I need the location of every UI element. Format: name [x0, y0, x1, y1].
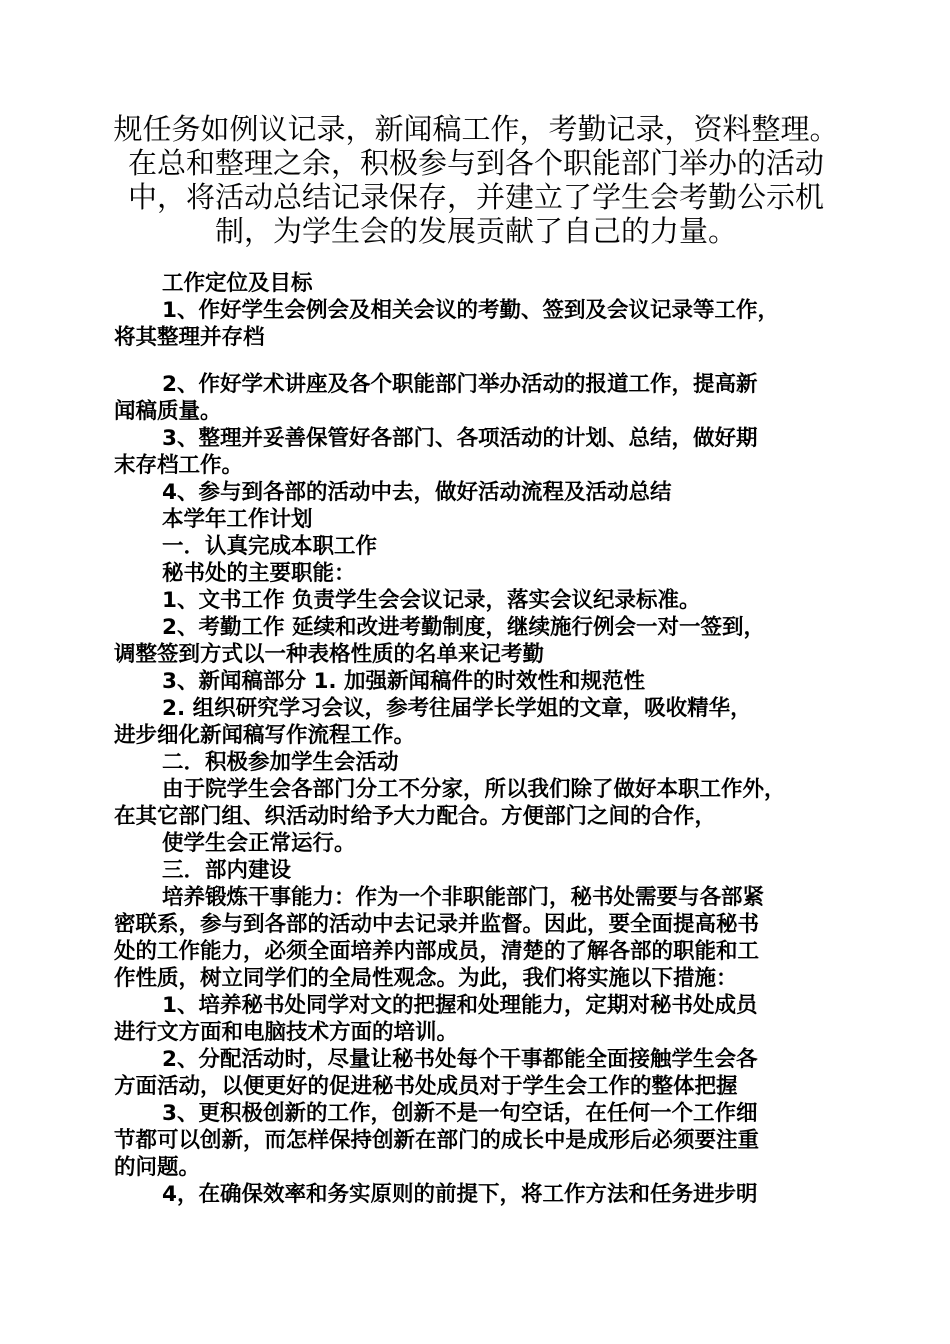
- text-line: 1、培养秘书处同学对文的把握和处理能力，定期对秘书处成员: [162, 993, 758, 1018]
- text-line: 培养锻炼干事能力：作为一个非职能部门，秘书处需要与各部紧: [162, 885, 765, 910]
- text-line: 的问题。: [114, 1155, 201, 1180]
- intro-paragraph: [112, 112, 840, 248]
- document-body: [114, 270, 844, 1208]
- paragraph-gap: [114, 351, 844, 371]
- text-line: 调整签到方式以一种表格性质的名单来记考勤: [114, 642, 545, 667]
- text-line: 4、参与到各部的活动中去，做好活动流程及活动总结: [162, 480, 672, 505]
- section-heading: 本学年工作计划: [162, 507, 313, 532]
- text-line: 使学生会正常运行。: [162, 831, 356, 856]
- intro-line: 制，为学生会的发展贡献了自己的力量。: [214, 214, 737, 248]
- intro-line: 中，将活动总结记录保存，并建立了学生会考勤公示机: [127, 180, 824, 214]
- text-line: 由于院学生会各部门分工不分家，所以我们除了做好本职工作外，: [162, 777, 786, 802]
- text-line: 3、新闻稿部分 1. 加强新闻稿件的时效性和规范性: [162, 669, 646, 694]
- text-line: 方面活动，以便更好的促进秘书处成员对于学生会工作的整体把握: [114, 1074, 738, 1099]
- text-line: 2、作好学术讲座及各个职能部门举办活动的报道工作，提高新: [162, 372, 758, 397]
- intro-line: 在总和整理之余，积极参与到各个职能部门举办的活动: [127, 146, 824, 180]
- text-line: 2. 组织研究学习会议，参考往届学长学姐的文章，吸收精华，: [162, 696, 752, 721]
- section-heading: 二．积极参加学生会活动: [162, 750, 399, 775]
- section-heading: 工作定位及目标: [162, 271, 313, 296]
- text-line: 作性质，树立同学们的全局性观念。为此，我们将实施以下措施：: [114, 966, 738, 991]
- text-line: 处的工作能力，必须全面培养内部成员，清楚的了解各部的职能和工: [114, 939, 760, 964]
- text-line: 秘书处的主要职能：: [162, 561, 356, 586]
- text-line: 2、分配活动时，尽量让秘书处每个干事都能全面接触学生会各: [162, 1047, 758, 1072]
- text-line: 闻稿质量。: [114, 399, 222, 424]
- section-heading: 三．部内建设: [162, 858, 292, 883]
- text-line: 末存档工作。: [114, 453, 244, 478]
- text-line: 密联系，参与到各部的活动中去记录并监督。因此，要全面提高秘书: [114, 912, 760, 937]
- text-line: 将其整理并存档: [114, 325, 265, 350]
- text-line: 进步细化新闻稿写作流程工作。: [114, 723, 416, 748]
- text-line: 2、考勤工作 延续和改进考勤制度，继续施行例会一对一签到，: [162, 615, 765, 640]
- text-line: 3、更积极创新的工作，创新不是一句空话，在任何一个工作细: [162, 1101, 758, 1126]
- text-line: 3、整理并妥善保管好各部门、各项活动的计划、总结，做好期: [162, 426, 758, 451]
- text-line: 节都可以创新，而怎样保持创新在部门的成长中是成形后必须要注重: [114, 1128, 760, 1153]
- intro-line: 规任务如例议记录，新闻稿工作，考勤记录，资料整理。: [113, 112, 839, 146]
- text-line: 4，在确保效率和务实原则的前提下，将工作方法和任务进步明: [162, 1182, 758, 1207]
- text-line: 1、文书工作 负责学生会会议记录，落实会议纪录标准。: [162, 588, 701, 613]
- text-line: 在其它部门组、织活动时给予大力配合。方便部门之间的合作，: [114, 804, 717, 829]
- text-line: 进行文方面和电脑技术方面的培训。: [114, 1020, 459, 1045]
- section-heading: 一．认真完成本职工作: [162, 534, 378, 559]
- text-line: 1、作好学生会例会及相关会议的考勤、签到及会议记录等工作，: [162, 298, 779, 323]
